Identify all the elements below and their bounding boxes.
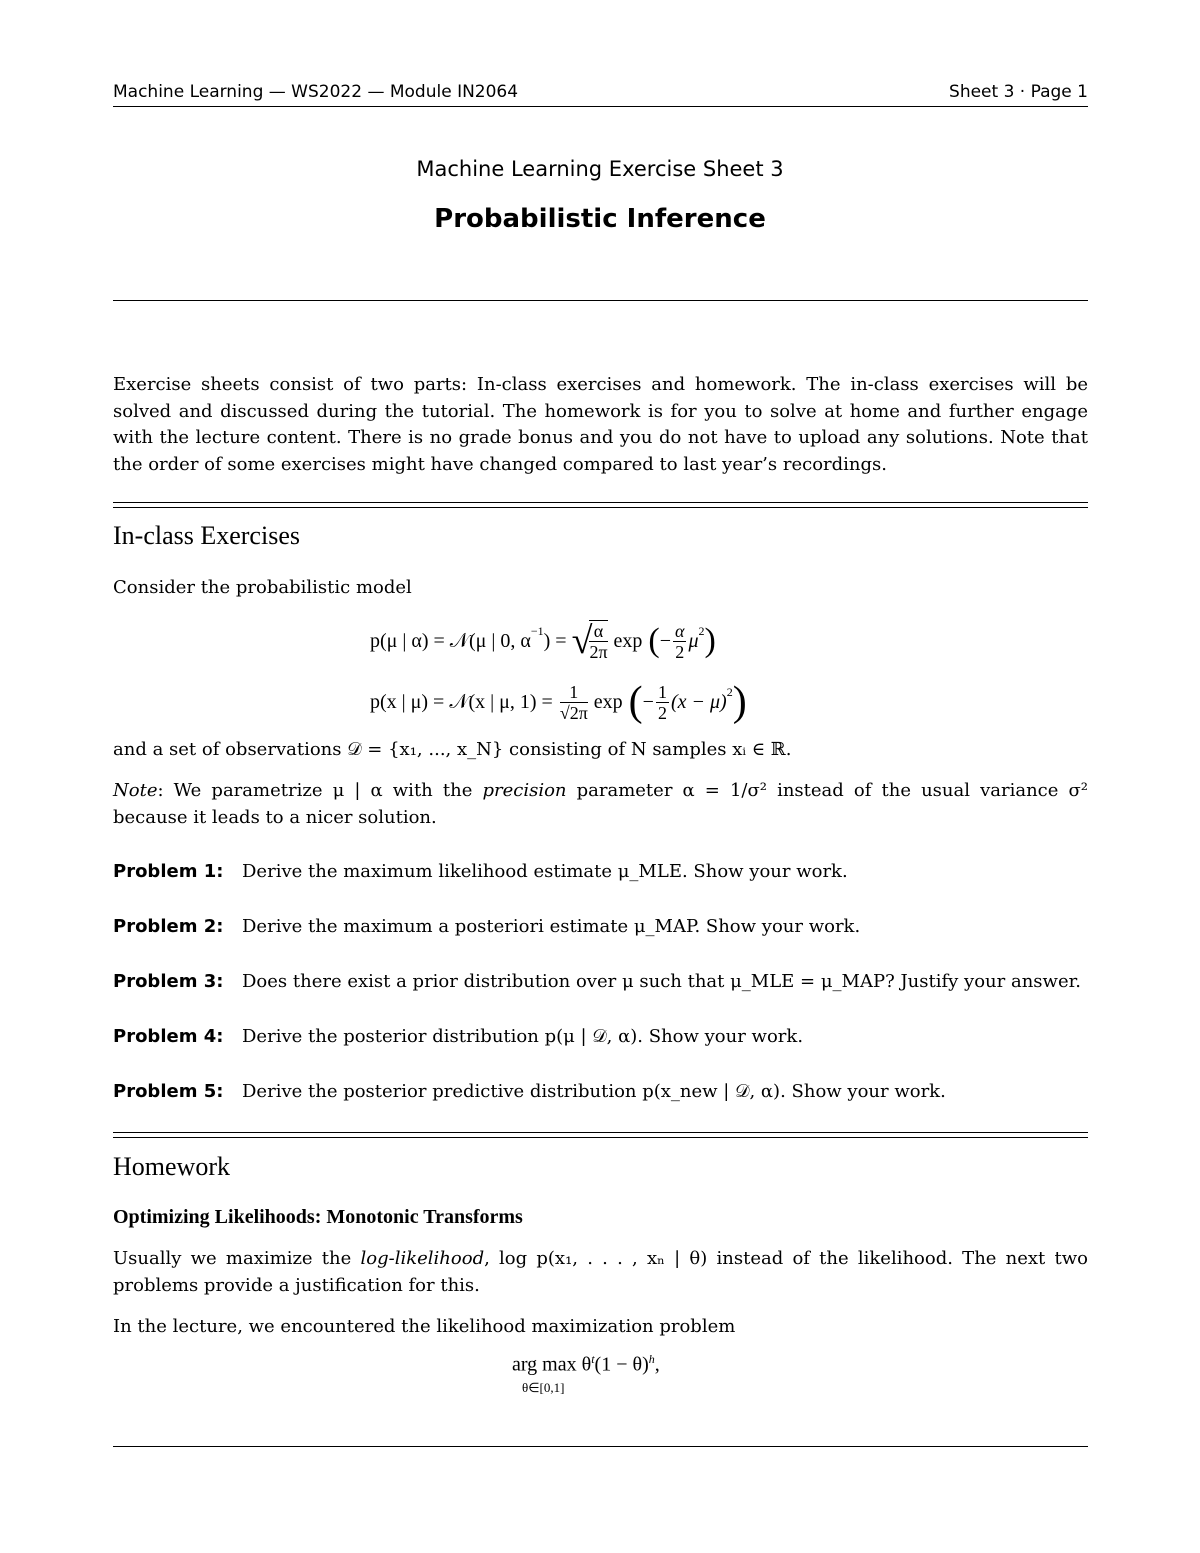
problem-2-label: Problem 2: [113,916,224,937]
problem-3-label: Problem 3: [113,971,224,992]
sheet-subtitle: Probabilistic Inference [434,204,766,234]
problem-5-label: Problem 5: [113,1081,224,1102]
eq2-paren-open: ( [628,679,643,725]
sqrt-icon: √ [571,620,593,662]
note-text: : We parametrize μ | α with the [157,780,473,801]
eq2-inner-den: 2 [657,702,667,723]
equation-argmax [512,1352,660,1377]
section-divider-1 [113,502,1088,508]
model-lead: Consider the probabilistic model [113,577,412,598]
inclass-heading: In-class Exercises [113,521,300,550]
eq1-minus: − [659,629,672,652]
problem-1-label: Problem 1: [113,861,224,882]
eq1-inner-fraction [673,621,686,662]
eq1-inner-num: α [675,620,685,641]
eq3-t: t [591,1352,595,1366]
hw-p1-a: Usually we maximize the [113,1248,352,1269]
problem-5-text: Derive the posterior predictive distribution p(x_new | 𝒟, α). Show your work. [242,1081,946,1102]
equation-likelihood [370,676,747,728]
hw-p1-b: , log p(x₁, . . . , xₙ | θ) instead of the likelihood. The next two problems provide a justification for this. [113,1248,1088,1296]
eq1-exp: exp [613,629,643,652]
eq3-main: arg max θ [512,1353,592,1376]
header-rule [113,106,1088,107]
section-divider-2 [113,1132,1088,1138]
problem-1-text: Derive the maximum likelihood estimate μ_MLE. Show your work. [242,861,848,882]
observations-text: and a set of observations 𝒟 = {x₁, ..., x_N} consisting of N samples xᵢ ∈ ℝ. [113,739,792,760]
eq3-mid: (1 − θ) [594,1353,649,1376]
note-label: Note [113,780,158,801]
eq1-den: 2π [589,642,608,662]
eq3-h: h [648,1352,655,1366]
note-precision: precision [482,780,567,801]
eq1-num: α [589,621,607,642]
eq1-paren-close: ) [704,622,716,659]
problem-4-label: Problem 4: [113,1026,224,1047]
eq3-end: , [654,1353,660,1376]
eq1-mu: μ [688,629,699,652]
eq1-mid: ) = [543,629,572,652]
eq2-fraction [560,682,588,723]
running-header-right: Sheet 3 · Page 1 [949,82,1088,102]
problem-4-text: Derive the posterior distribution p(μ | 𝒟, α). Show your work. [242,1026,804,1047]
title-rule [113,300,1088,301]
eq1-paren-open: ( [648,622,660,659]
homework-heading: Homework [113,1152,230,1181]
eq2-paren-close: ) [732,679,747,725]
eq3-under: θ∈[0,1] [522,1380,565,1395]
homework-paragraph-2: In the lecture, we encountered the likelihood maximization problem [113,1316,736,1337]
eq1-square: 2 [698,623,705,638]
eq1-lhs: p(μ | α) = 𝒩(μ | 0, α [370,629,531,652]
sheet-title: Machine Learning Exercise Sheet 3 [416,157,784,181]
equation-prior [370,616,716,666]
intro-paragraph: Exercise sheets consist of two parts: In-class exercises and homework. The in-class exercises will be solved and discussed during the tutorial. The homework is for you to solve at home and further engage with the lecture content. There is no grade bonus and you do not have to upload any solutions. Note that the order of some exercises might have changed compared to last year’s recordings. [113,374,1088,475]
eq2-minus: − [642,690,654,713]
hw-p1-loglik: log-likelihood [360,1248,485,1269]
eq1-inverse: −1 [530,623,544,638]
eq2-lhs: p(x | μ) = 𝒩(x | μ, 1) = [370,690,558,713]
problem-3-text: Does there exist a prior distribution over μ such that μ_MLE = μ_MAP? Justify your answer. [242,971,1081,992]
homework-subheading: Optimizing Likelihoods: Monotonic Transforms [113,1206,523,1228]
homework-paragraph-1 [113,1246,1088,1299]
eq1-inner-den: 2 [675,641,685,662]
eq2-body: (x − μ) [670,690,727,713]
problem-2-text: Derive the maximum a posteriori estimate μ_MAP. Show your work. [242,916,861,937]
running-header-left: Machine Learning — WS2022 — Module IN2064 [113,82,519,102]
eq2-square: 2 [726,684,733,699]
eq2-inner-fraction [656,682,669,723]
eq2-exp: exp [593,690,623,713]
note-paragraph [113,778,1088,831]
note-rest: parameter α = 1/σ² instead of the usual variance σ² because it leads to a nicer solution. [113,780,1088,828]
eq2-num: 1 [560,682,588,703]
eq1-sqrt-fraction [589,620,607,662]
eq2-inner-num: 1 [657,681,667,702]
footer-rule [113,1446,1088,1447]
eq2-den: √2π [559,702,588,723]
